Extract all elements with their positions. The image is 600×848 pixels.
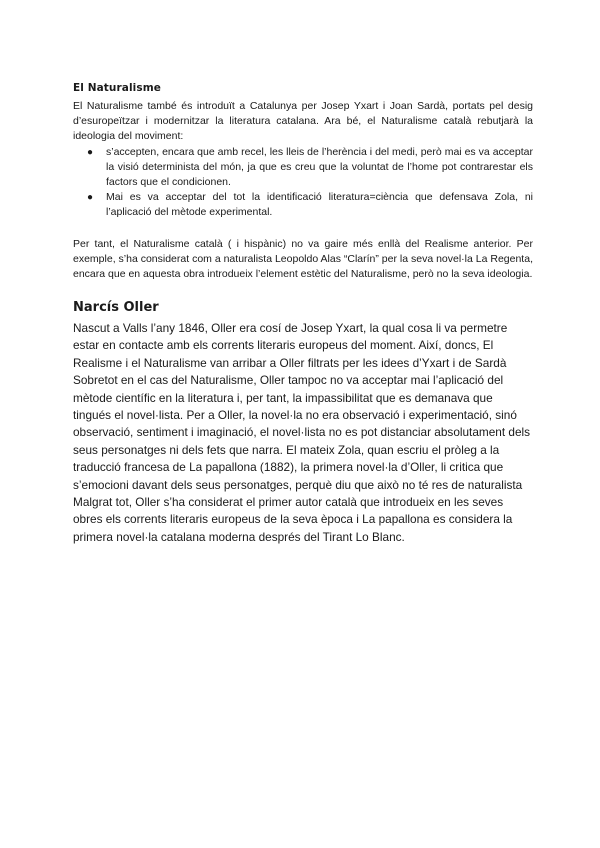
narcis-oller-paragraph: Nascut a Valls l’any 1846, Oller era cosí de Josep Yxart, la qual cosa li va permetre estar en contacte amb els corrents literaris europeus del moment. Així, doncs, El Realisme i el Naturalisme van arribar a Oller filtrats per les idees d’Yxart i de Sardà Sobretot en el cas del Naturalisme, Oller tampoc no va acceptar mai l’aplicació del mètode científic en la literatura i, per tant, la impassibilitat que es demanava que tingués el novel·lista. Per a Oller, la novel·la no era observació i experimentació, sinó observació, sentiment i imaginació, el novel·lista no es pot distanciar absolutament dels seus personatges ni dels fets que narra. El mateix Zola, quan escriu el pròleg a la traducció francesa de La papallona (1882), la primera novel·la d’Oller, li critica que s’emocioni davant dels seus personatges, perquè diu que això no té res de naturalista Malgrat tot, Oller s’ha considerat el primer autor català que introdueix en les seves obres els corrents literaris europeus de la seva època i La papallona es considera la primera novel·la catalana moderna després del Tirant Lo Blanc. <box>73 321 531 544</box>
bullet-text: Mai es va acceptar del tot la identificació literatura=ciència que defensava Zola, ni l’aplicació del mètode experimental. <box>106 191 533 218</box>
paragraph-gap <box>73 220 533 237</box>
bullet-icon: ● <box>87 147 94 158</box>
naturalisme-intro-paragraph: El Naturalisme també és introduït a Catalunya per Josep Yxart i Joan Sardà, portats pel desig d’esuropeïtzar i modernitzar la literatura catalana. Ara bé, el Naturalisme català rebutjarà la ideologia del moviment: <box>73 100 533 142</box>
bullet-icon: ● <box>87 192 94 203</box>
list-item <box>73 145 533 190</box>
list-item <box>73 190 533 220</box>
naturalisme-conclusion-paragraph: Per tant, el Naturalisme català ( i hispànic) no va gaire més enllà del Realisme anterior. Per exemple, s’ha considerat com a naturalista Leopoldo Alas “Clarín” per la seva novel·la La Regenta, encara que en aquesta obra introdueix l’element estètic del Naturalisme, però no la seva ideologia. <box>73 238 533 280</box>
section-heading-naturalisme: El Naturalisme <box>73 82 161 94</box>
naturalisme-bullet-list <box>73 145 533 220</box>
section-heading-narcis-oller: Narcís Oller <box>73 300 159 315</box>
document-page <box>73 82 533 546</box>
bullet-text: s’accepten, encara que amb recel, les lleis de l’herència i del medi, però mai es va acceptar la visió determinista del món, ja que es creu que la voluntat de l’home pot contrarestar els factors que el condicionen. <box>106 146 533 188</box>
